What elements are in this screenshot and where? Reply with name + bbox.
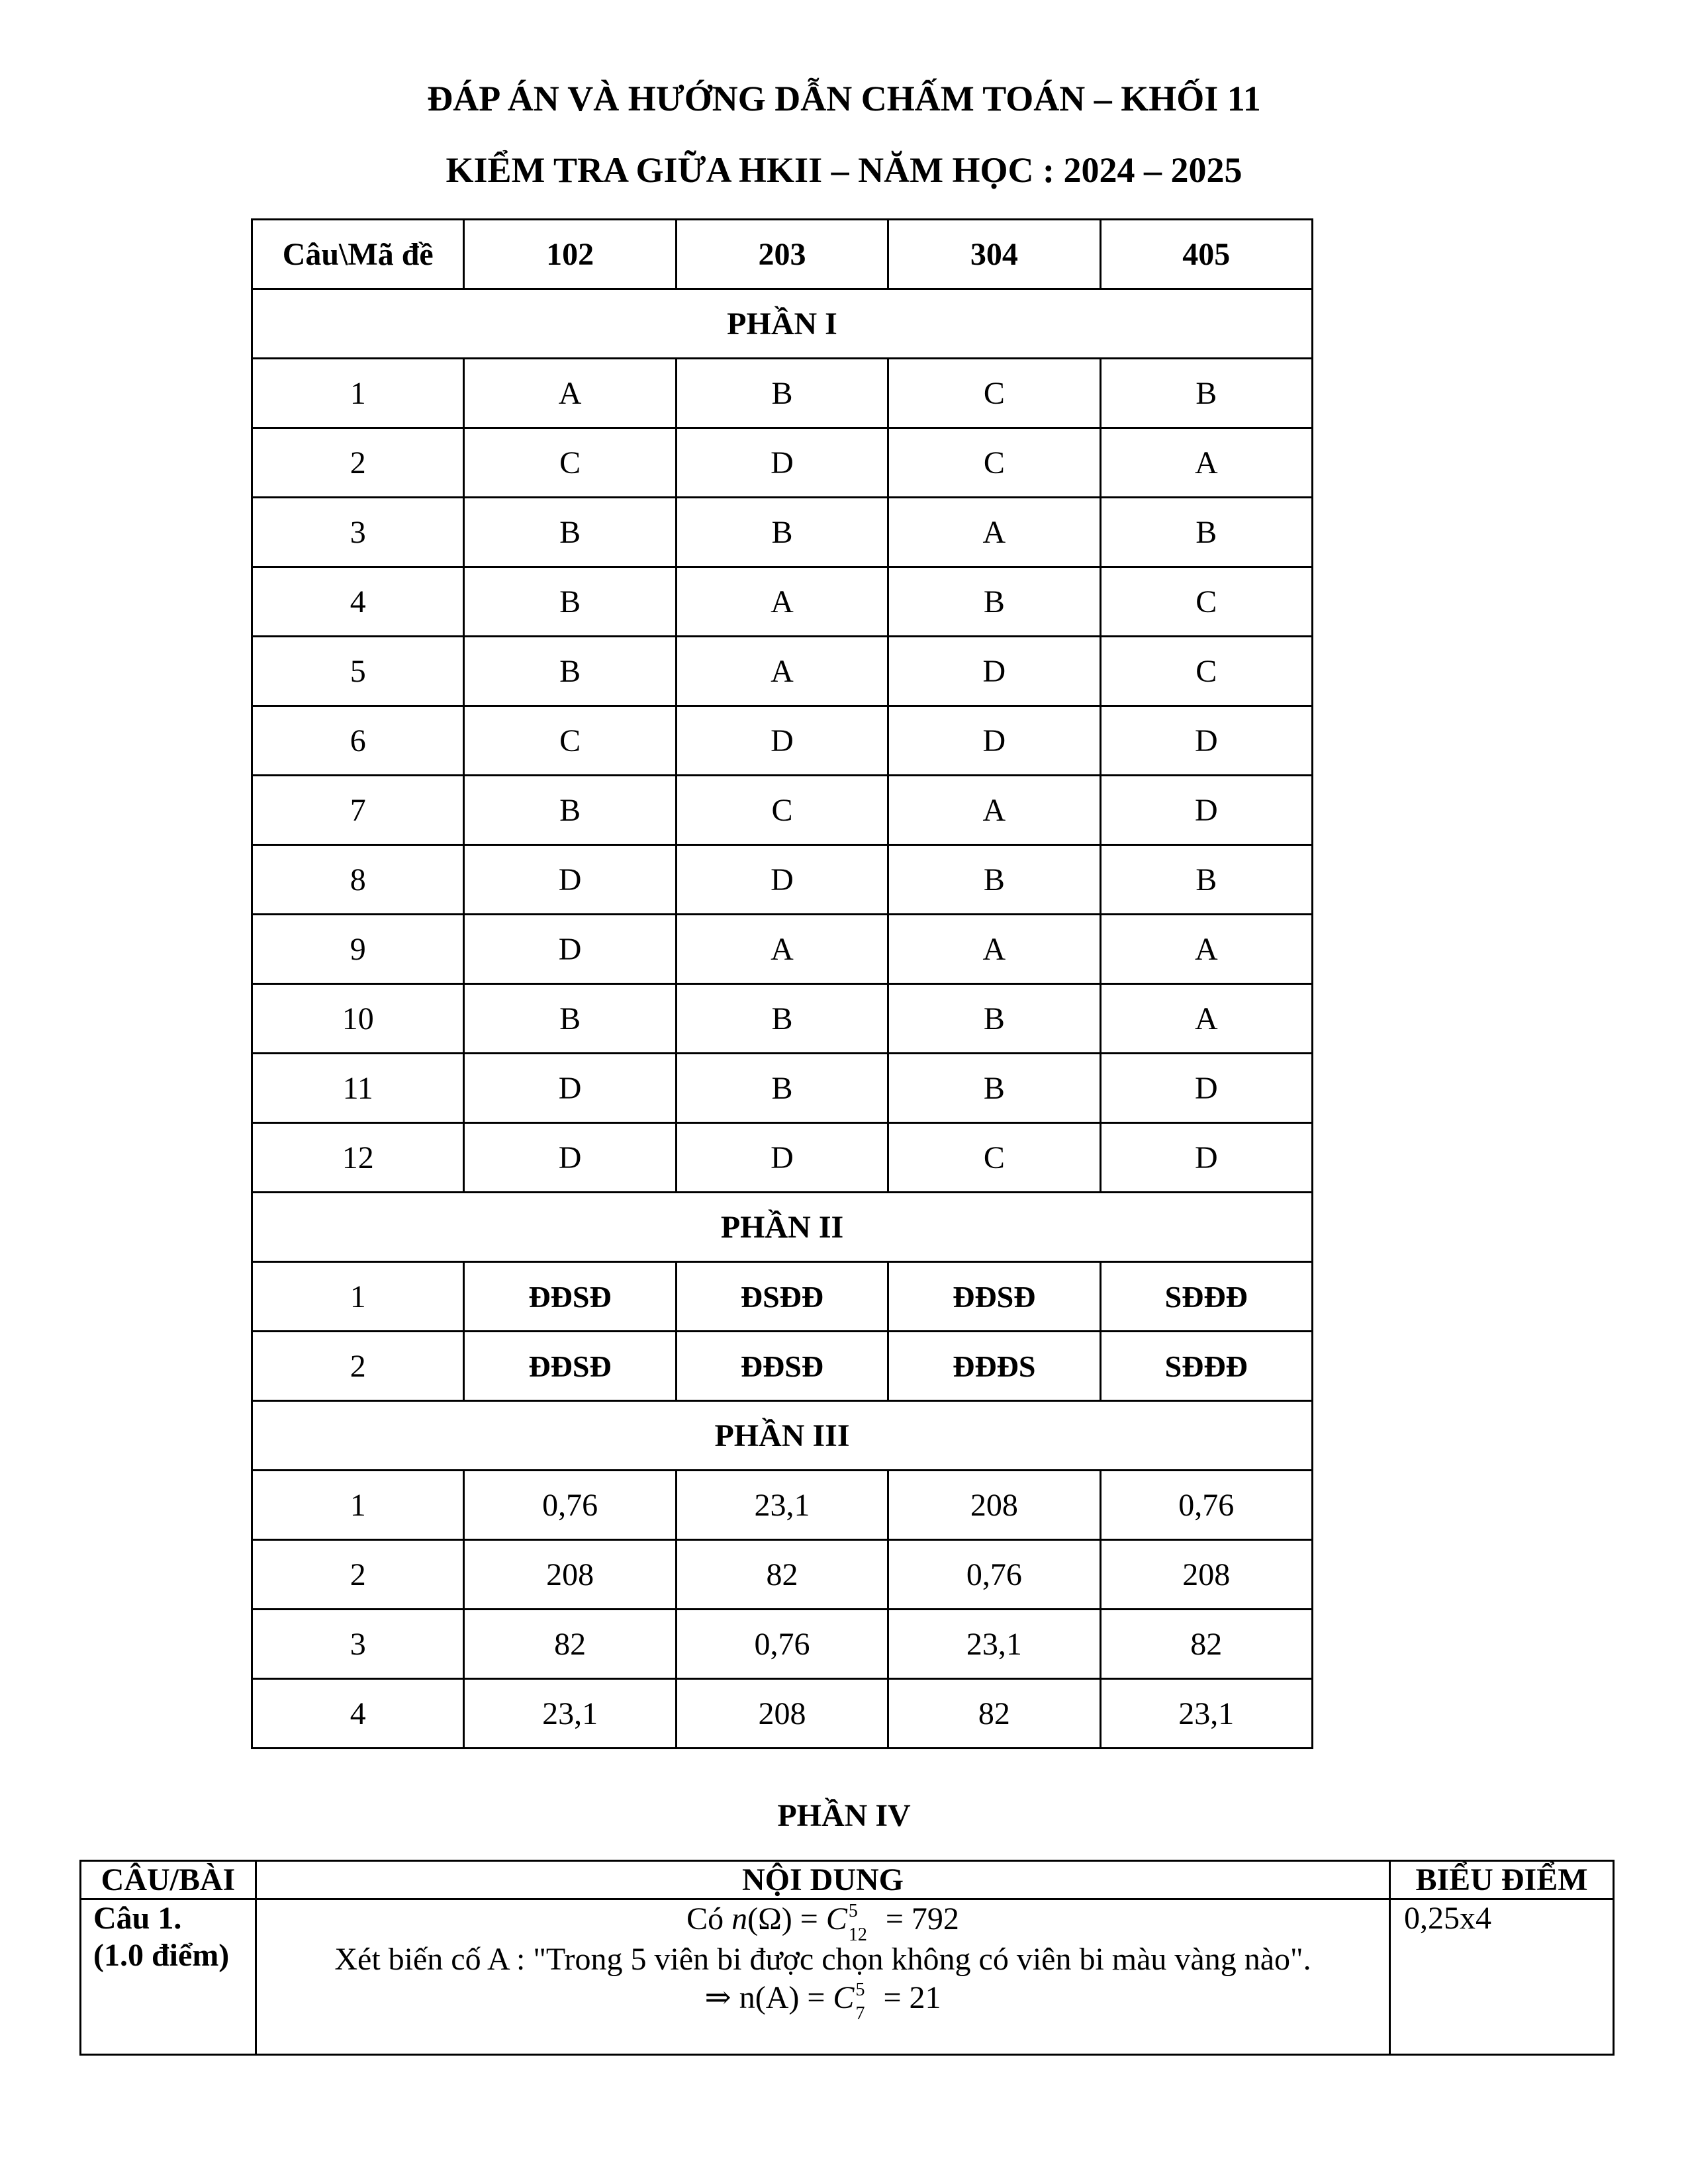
answer-cell: ĐSĐĐ	[676, 1262, 888, 1332]
table-row	[252, 1054, 1313, 1123]
page-subtitle: KIỂM TRA GIỮA HKII – NĂM HỌC : 2024 – 2025	[445, 150, 1243, 190]
section-label: PHẦN II	[252, 1193, 1313, 1262]
answer-cell: B	[464, 498, 676, 567]
answer-cell: 23,1	[1100, 1679, 1312, 1749]
col-header-score: BIỂU ĐIỂM	[1390, 1861, 1614, 1899]
equals-sign: =	[807, 1979, 825, 2015]
combination-symbol: C	[825, 1901, 847, 1936]
answer-cell: C	[464, 428, 676, 498]
answer-cell: D	[676, 845, 888, 915]
result-text: = 792	[885, 1901, 959, 1936]
question-label: Câu 1.	[93, 1901, 182, 1936]
table-row	[252, 1262, 1313, 1332]
paren: )	[781, 1901, 792, 1936]
answer-cell: ĐĐSĐ	[676, 1332, 888, 1401]
question-number-cell: 2	[252, 428, 464, 498]
answer-cell: B	[464, 567, 676, 637]
answer-cell: D	[464, 1054, 676, 1123]
answer-cell: C	[464, 706, 676, 776]
answer-cell: B	[676, 984, 888, 1054]
question-number-cell: 10	[252, 984, 464, 1054]
answer-cell: SĐĐĐ	[1100, 1262, 1312, 1332]
table-row	[252, 776, 1313, 845]
table-header-row	[252, 220, 1313, 289]
answer-cell: A	[1100, 984, 1312, 1054]
answer-cell: B	[676, 359, 888, 428]
combination-indices	[855, 1979, 875, 2024]
answer-cell: B	[676, 498, 888, 567]
answer-cell: A	[676, 567, 888, 637]
answer-cell: D	[1100, 706, 1312, 776]
question-number-cell: 1	[252, 359, 464, 428]
answer-cell: D	[1100, 776, 1312, 845]
answer-cell: D	[464, 1123, 676, 1193]
answer-cell: C	[888, 1123, 1100, 1193]
question-points: (1.0 điểm)	[93, 1938, 230, 1973]
section-label: PHẦN I	[252, 289, 1313, 359]
answer-cell: C	[1100, 637, 1312, 706]
table-row	[252, 428, 1313, 498]
prefix-text: Có	[686, 1901, 724, 1936]
question-number-cell: 4	[252, 567, 464, 637]
answer-cell: 23,1	[676, 1471, 888, 1540]
question-number-cell: 3	[252, 1610, 464, 1679]
question-number-cell: 3	[252, 498, 464, 567]
question-number-cell: 2	[252, 1540, 464, 1610]
answer-cell: B	[888, 567, 1100, 637]
event-symbol: A	[765, 1979, 789, 2015]
section-row	[252, 1401, 1313, 1471]
table-row	[252, 637, 1313, 706]
answer-key-table	[251, 218, 1313, 1749]
answer-cell: 0,76	[888, 1540, 1100, 1610]
question-number-cell: 12	[252, 1123, 464, 1193]
col-header-content: NỘI DUNG	[256, 1861, 1390, 1899]
grading-row	[81, 1899, 1614, 2055]
table-row	[252, 1332, 1313, 1401]
omega-symbol: Ω	[758, 1901, 782, 1936]
paren: (	[747, 1901, 759, 1936]
content-cell	[256, 1899, 1390, 2055]
question-number-cell: Câu\Mã đề	[252, 220, 464, 289]
grading-header-row	[81, 1861, 1614, 1899]
answer-cell: 208	[464, 1540, 676, 1610]
section-label: PHẦN III	[252, 1401, 1313, 1471]
table-row	[252, 1123, 1313, 1193]
answer-cell: 208	[888, 1471, 1100, 1540]
answer-cell: D	[676, 428, 888, 498]
answer-cell: A	[1100, 915, 1312, 984]
answer-cell: 0,76	[464, 1471, 676, 1540]
question-number-cell: 4	[252, 1679, 464, 1749]
question-number-cell: 8	[252, 845, 464, 915]
answer-cell: A	[676, 915, 888, 984]
answer-cell: B	[464, 984, 676, 1054]
answer-cell: D	[464, 915, 676, 984]
question-number-cell: 1	[252, 1262, 464, 1332]
question-number-cell: 7	[252, 776, 464, 845]
table-row	[252, 915, 1313, 984]
answer-cell: B	[888, 1054, 1100, 1123]
answer-cell: D	[888, 706, 1100, 776]
sample-space-line	[257, 1900, 1389, 1945]
combination-symbol: C	[833, 1979, 855, 2015]
section-row	[252, 289, 1313, 359]
answer-cell: 82	[1100, 1610, 1312, 1679]
answer-cell: A	[676, 637, 888, 706]
answer-cell: 23,1	[888, 1610, 1100, 1679]
answer-cell: B	[464, 637, 676, 706]
answer-cell: B	[1100, 845, 1312, 915]
answer-cell: 82	[464, 1610, 676, 1679]
answer-cell: 0,76	[676, 1610, 888, 1679]
answer-cell: D	[1100, 1123, 1312, 1193]
answer-cell: B	[464, 776, 676, 845]
answer-cell: 304	[888, 220, 1100, 289]
answer-cell: ĐĐSĐ	[464, 1332, 676, 1401]
n-symbol: n	[739, 1979, 755, 2015]
answer-cell: B	[1100, 359, 1312, 428]
answer-cell: A	[464, 359, 676, 428]
table-row	[252, 706, 1313, 776]
question-cell	[81, 1899, 256, 2055]
answer-cell: 203	[676, 220, 888, 289]
answer-cell: A	[1100, 428, 1312, 498]
question-number-cell: 9	[252, 915, 464, 984]
answer-cell: 102	[464, 220, 676, 289]
score-cell: 0,25x4	[1390, 1899, 1614, 2055]
answer-cell: ĐĐSĐ	[464, 1262, 676, 1332]
table-row	[252, 845, 1313, 915]
part4-heading: PHẦN IV	[777, 1798, 911, 1833]
answer-cell: C	[888, 428, 1100, 498]
answer-cell: D	[888, 637, 1100, 706]
question-number-cell: 11	[252, 1054, 464, 1123]
answer-cell: 23,1	[464, 1679, 676, 1749]
answer-cell: 82	[888, 1679, 1100, 1749]
answer-cell: B	[888, 984, 1100, 1054]
answer-cell: D	[676, 706, 888, 776]
answer-cell: 208	[1100, 1540, 1312, 1610]
answer-cell: 405	[1100, 220, 1312, 289]
table-row	[252, 1471, 1313, 1540]
combination-indices	[848, 1900, 878, 1945]
answer-cell: B	[1100, 498, 1312, 567]
page-title: ĐÁP ÁN VÀ HƯỚNG DẪN CHẤM TOÁN – KHỐI 11	[427, 79, 1261, 118]
answer-cell: SĐĐĐ	[1100, 1332, 1312, 1401]
answer-cell: D	[1100, 1054, 1312, 1123]
table-row	[252, 984, 1313, 1054]
event-definition-line: Xét biến cố A : "Trong 5 viên bi được chọn không có viên bi màu vàng nào".	[334, 1941, 1311, 1977]
table-row	[252, 1540, 1313, 1610]
answer-cell: C	[888, 359, 1100, 428]
table-row	[252, 498, 1313, 567]
table-row	[252, 359, 1313, 428]
implies-arrow: ⇒	[704, 1979, 731, 2015]
n-symbol: n	[731, 1901, 748, 1936]
paren: (	[755, 1979, 766, 2015]
question-number-cell: 5	[252, 637, 464, 706]
answer-cell: A	[888, 915, 1100, 984]
result-text: = 21	[883, 1979, 941, 2015]
combination-n: 12	[848, 1924, 867, 1945]
table-row	[252, 567, 1313, 637]
question-number-cell: 2	[252, 1332, 464, 1401]
combination-k: 5	[855, 1979, 865, 2000]
answer-cell: B	[676, 1054, 888, 1123]
combination-n: 7	[855, 2003, 865, 2024]
col-header-question: CÂU/BÀI	[81, 1861, 256, 1899]
answer-cell: 82	[676, 1540, 888, 1610]
grading-table	[79, 1860, 1615, 2056]
answer-cell: C	[1100, 567, 1312, 637]
answer-cell: A	[888, 776, 1100, 845]
answer-cell: 0,76	[1100, 1471, 1312, 1540]
combination-k: 5	[848, 1900, 858, 1921]
table-row	[252, 1679, 1313, 1749]
question-number-cell: 1	[252, 1471, 464, 1540]
question-number-cell: 6	[252, 706, 464, 776]
event-count-line	[257, 1979, 1389, 2024]
answer-cell: D	[464, 845, 676, 915]
table-row	[252, 1610, 1313, 1679]
answer-cell: B	[888, 845, 1100, 915]
answer-cell: 208	[676, 1679, 888, 1749]
answer-cell: A	[888, 498, 1100, 567]
answer-cell: ĐĐĐS	[888, 1332, 1100, 1401]
equals-sign: =	[800, 1901, 818, 1936]
answer-cell: ĐĐSĐ	[888, 1262, 1100, 1332]
answer-cell: D	[676, 1123, 888, 1193]
answer-cell: C	[676, 776, 888, 845]
paren: )	[788, 1979, 800, 2015]
section-row	[252, 1193, 1313, 1262]
